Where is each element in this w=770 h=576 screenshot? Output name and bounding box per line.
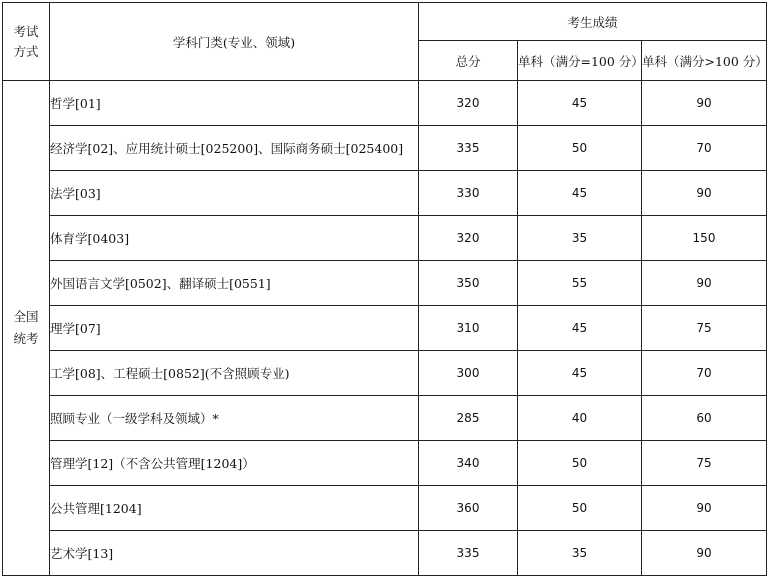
subject-cell: 照顾专业（一级学科及领域）* xyxy=(50,396,419,441)
header-exam-method xyxy=(3,3,50,81)
single-gt100-score-cell: 90 xyxy=(642,531,767,576)
total-score-cell: 330 xyxy=(419,171,518,216)
table-row xyxy=(3,351,767,396)
single-gt100-score-cell: 90 xyxy=(642,261,767,306)
single-100-score-cell: 50 xyxy=(518,486,642,531)
total-score-cell: 285 xyxy=(419,396,518,441)
total-score-cell: 320 xyxy=(419,81,518,126)
subject-cell: 体育学[0403] xyxy=(50,216,419,261)
table-row xyxy=(3,306,767,351)
subject-cell: 经济学[02]、应用统计硕士[025200]、国际商务硕士[025400] xyxy=(50,126,419,171)
single-gt100-score-cell: 150 xyxy=(642,216,767,261)
single-gt100-score-cell: 90 xyxy=(642,81,767,126)
table-row xyxy=(3,216,767,261)
single-gt100-score-cell: 70 xyxy=(642,351,767,396)
header-exam-method-line1: 考试 xyxy=(13,23,39,39)
table-row xyxy=(3,486,767,531)
single-100-score-cell: 45 xyxy=(518,306,642,351)
total-score-cell: 340 xyxy=(419,441,518,486)
table-row xyxy=(3,441,767,486)
header-total: 总分 xyxy=(419,41,518,81)
single-100-score-cell: 45 xyxy=(518,351,642,396)
total-score-cell: 360 xyxy=(419,486,518,531)
single-100-score-cell: 50 xyxy=(518,441,642,486)
subject-cell: 理学[07] xyxy=(50,306,419,351)
header-scores-group: 考生成绩 xyxy=(419,3,767,41)
table-row xyxy=(3,81,767,126)
single-gt100-score-cell: 70 xyxy=(642,126,767,171)
subject-cell: 公共管理[1204] xyxy=(50,486,419,531)
subject-cell: 艺术学[13] xyxy=(50,531,419,576)
single-100-score-cell: 35 xyxy=(518,216,642,261)
table-row xyxy=(3,261,767,306)
header-subject: 学科门类(专业、领域) xyxy=(50,3,419,81)
exam-method-cell xyxy=(3,81,50,576)
table-row xyxy=(3,531,767,576)
single-100-score-cell: 45 xyxy=(518,171,642,216)
header-row xyxy=(3,3,767,41)
single-100-score-cell: 55 xyxy=(518,261,642,306)
single-100-score-cell: 40 xyxy=(518,396,642,441)
total-score-cell: 335 xyxy=(419,531,518,576)
exam-method-line2: 统考 xyxy=(13,331,39,346)
header-single-gt100: 单科（满分>100 分） xyxy=(642,41,767,81)
score-table xyxy=(2,2,767,576)
exam-method-line1: 全国 xyxy=(13,309,39,324)
subject-cell: 工学[08]、工程硕士[0852](不含照顾专业) xyxy=(50,351,419,396)
table-row xyxy=(3,171,767,216)
total-score-cell: 350 xyxy=(419,261,518,306)
total-score-cell: 320 xyxy=(419,216,518,261)
single-gt100-score-cell: 75 xyxy=(642,306,767,351)
table-row xyxy=(3,396,767,441)
subject-cell: 外国语言文学[0502]、翻译硕士[0551] xyxy=(50,261,419,306)
single-100-score-cell: 35 xyxy=(518,531,642,576)
single-gt100-score-cell: 90 xyxy=(642,171,767,216)
single-gt100-score-cell: 75 xyxy=(642,441,767,486)
header-single-100: 单科（满分=100 分） xyxy=(518,41,642,81)
total-score-cell: 310 xyxy=(419,306,518,351)
single-100-score-cell: 45 xyxy=(518,81,642,126)
single-gt100-score-cell: 90 xyxy=(642,486,767,531)
subject-cell: 法学[03] xyxy=(50,171,419,216)
subject-cell: 管理学[12]（不含公共管理[1204]） xyxy=(50,441,419,486)
single-100-score-cell: 50 xyxy=(518,126,642,171)
table-row xyxy=(3,126,767,171)
subject-cell: 哲学[01] xyxy=(50,81,419,126)
total-score-cell: 300 xyxy=(419,351,518,396)
single-gt100-score-cell: 60 xyxy=(642,396,767,441)
header-exam-method-line2: 方式 xyxy=(13,43,39,59)
total-score-cell: 335 xyxy=(419,126,518,171)
